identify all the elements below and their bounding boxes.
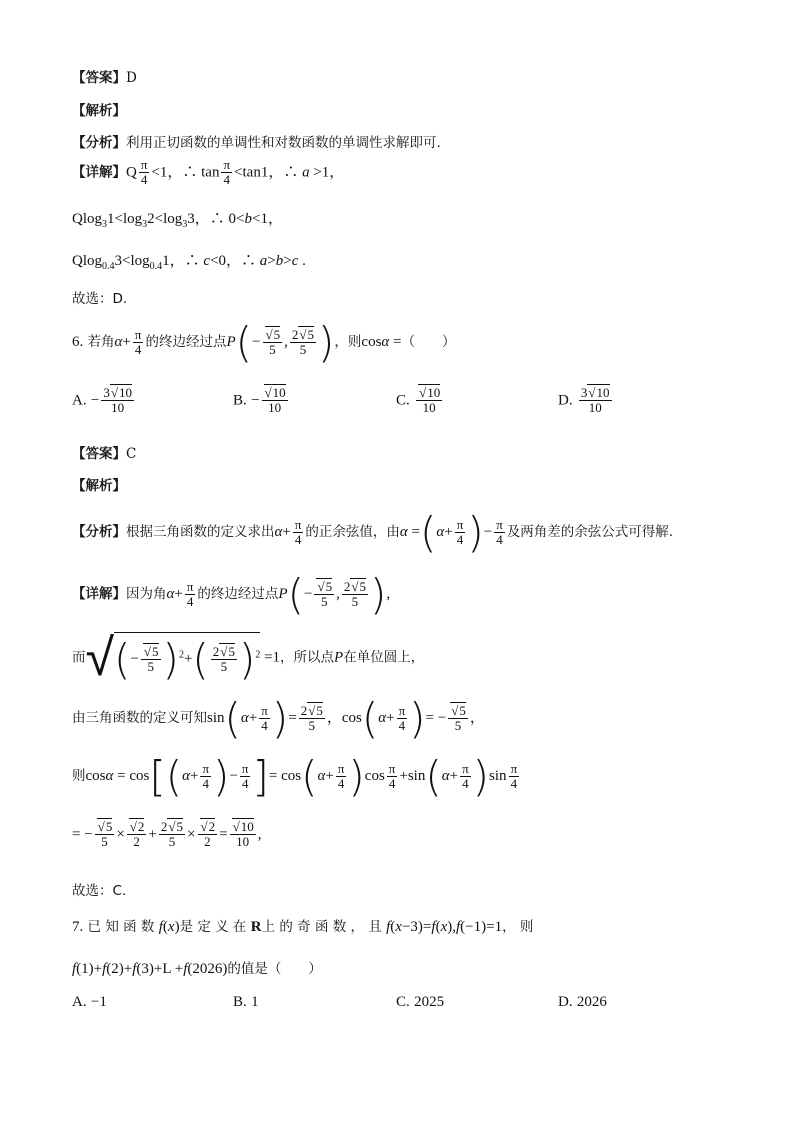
q7-option-c <box>396 994 444 1011</box>
option-label: A. <box>72 994 87 1010</box>
jiexi-tag: 【解析】 <box>72 478 126 494</box>
detail-text: ，所以点 <box>280 649 335 666</box>
fraction: $\frac{\pi}{4}$ <box>223 157 231 188</box>
option-radicand: √ 10 <box>418 384 440 400</box>
q6-detail-line-1: 【详解】因为角α+ $\frac{\pi}{4}$ 的终边经过点P(− √ $\frac{5}{5}$ , $\frac{2 √ 5}{5}$ ), <box>72 570 390 619</box>
option-value: −1 <box>90 994 107 1010</box>
option-label: B. <box>233 994 247 1010</box>
q6-option-a <box>72 386 136 416</box>
answer-tag: 【答案】 <box>72 446 126 462</box>
answer-tag: 【答案】 <box>72 70 126 86</box>
q6-option-d <box>558 386 614 416</box>
q5-detail-line-1: 【详解】Q $\frac{\pi}{4}$ <1，∴ tan $\frac{\pi}{4}$ <tan1，∴ a >1， <box>72 157 345 188</box>
fenxi-tag: 【分析】 <box>72 135 126 151</box>
q5-conclusion <box>72 287 127 307</box>
option-value: 2026 <box>576 994 607 1010</box>
q6-fenxi: 【分析】根据三角函数的定义求出α+ $\frac{\pi}{4}$ 的正余弦值，由α =(α+ $\frac{\pi}{4}$ )− $\frac{\pi}{4}$ 及两角差的余弦公式可得解. <box>72 508 674 557</box>
fenxi-text: 及两角差的余弦公式可得解. <box>506 524 674 540</box>
option-coef: 3 <box>580 385 588 400</box>
answer-value: D <box>126 70 137 86</box>
q7-stem-line-1: 7. 已 知 函 数 f(x)是 定 义 在 R上 的 奇 函 数 ， 且 f(x−3)=f(x),f(−1)=1， 则 <box>72 919 534 935</box>
q5-detail-line-3: $Qlog_{0.4}3<\log_{0.4}1$，∴ c<0，∴ a>b>c . <box>72 253 306 272</box>
stem-text: 是 定 义 在 <box>179 919 247 935</box>
stem-text: ， 则 <box>502 919 534 935</box>
stem-text: 已 知 函 数 <box>87 919 155 935</box>
xiangjie-tag: 【详解】 <box>72 164 126 181</box>
answer-blank: （ ） <box>401 334 456 350</box>
conclusion-text: 故选：D. <box>72 291 128 307</box>
q6-detail-line-3: 由三角函数的定义可知sin(α+ $\frac{\pi}{4}$ )= $\frac{2 √ 5}{5}$ ，cos(α+ $\frac{\pi}{4}$ )= − √ $\frac{5}{5}$ ， <box>72 694 485 743</box>
stem-text: 上 的 奇 函 数 ， 且 <box>261 919 382 935</box>
option-label: C. <box>396 392 410 409</box>
fenxi-text: 利用正切函数的单调性和对数函数的单调性求解即可. <box>126 135 441 151</box>
detail-text: 因为角 <box>126 586 167 602</box>
conclusion-text: 故选：C. <box>72 883 127 899</box>
q7-option-a <box>72 994 107 1011</box>
xiangjie-tag: 【详解】 <box>72 586 126 602</box>
option-den: 10 <box>422 400 436 416</box>
option-label: D. <box>558 392 573 409</box>
q5-jiexi <box>72 99 126 119</box>
stem-text: 的终边经过点 <box>145 334 227 350</box>
option-coef: 3 <box>103 385 110 400</box>
option-radicand: √ 10 <box>264 384 286 400</box>
option-value: 1 <box>251 994 259 1010</box>
q6-option-b <box>233 386 290 416</box>
option-sign: − <box>251 392 260 409</box>
q6-answer-line <box>72 442 136 462</box>
q6-jiexi <box>72 474 126 494</box>
option-den: 10 <box>588 400 602 416</box>
q5-detail-line-2: $Qlog_31<\log_32<\log_33$，∴ 0<b<1， <box>72 211 283 230</box>
option-label: B. <box>233 392 247 409</box>
question-number: 6. <box>72 334 84 350</box>
stem-text: ，则 <box>334 334 362 350</box>
q6-detail-line-2: 而√(− √ $\frac{5}{5}$ )$^2$+( $\frac{2 √ 5}{5}$ )$^2$ =1，所以点P在单位圆上， <box>72 628 424 688</box>
q5-fenxi <box>72 131 441 151</box>
detail-text: 在单位圆上， <box>343 649 425 666</box>
q6-stem: 6. 若角α+ $\frac{\pi}{4}$ 的终边经过点P(− √ $\frac{5}{5}$ , $\frac{2 √ 5}{5}$ )，则cosα =（ ） <box>72 318 456 367</box>
option-radicand: √ 10 <box>587 384 609 400</box>
option-label: D. <box>558 994 573 1010</box>
question-number: 7. <box>72 919 84 935</box>
option-label: A. <box>72 392 87 409</box>
fenxi-text: 的正余弦值，由 <box>305 524 400 540</box>
detail-text: 的终边经过点 <box>197 586 279 602</box>
answer-value: C <box>126 446 137 462</box>
option-den: 10 <box>111 400 125 416</box>
option-radicand: √ 10 <box>110 384 132 400</box>
q6-option-c <box>396 386 444 416</box>
q6-detail-line-4: 则cosα = cos[(α+ $\frac{\pi}{4}$ )− $\frac{\pi}{4}$ ]= cos(α+ $\frac{\pi}{4}$ )cos $\frac{\pi}{4}$ +sin(α+ $\frac{\pi}{4}$ )sin $\frac{\pi}{4}$ <box>72 752 518 801</box>
detail-text: 由三角函数的定义可知 <box>72 710 207 726</box>
option-value: 2025 <box>414 994 445 1010</box>
q6-conclusion <box>72 879 126 899</box>
option-label: C. <box>396 994 410 1010</box>
option-sign: − <box>90 392 100 409</box>
stem-text: 若角 <box>87 334 115 350</box>
fenxi-tag: 【分析】 <box>72 524 126 540</box>
jiexi-tag: 【解析】 <box>72 103 126 119</box>
q7-option-b <box>233 994 259 1011</box>
stem-text: 的值是（ ） <box>227 961 322 977</box>
q6-detail-line-5: = − √ $\frac{5}{5}$ × √ $\frac{2}{2}$ + $\frac{2 √ 5}{5}$ × √ $\frac{2}{2}$ = √ $\frac{10}{10}$ , <box>72 820 262 850</box>
detail-text: 而 <box>72 649 86 666</box>
option-den: 10 <box>268 400 282 416</box>
detail-text: 则 <box>72 768 86 784</box>
fraction: $\frac{\pi}{4}$ <box>140 157 148 188</box>
q7-option-d <box>558 994 607 1011</box>
q7-stem-line-2: f(1)+f(2)+f(3)+L +f(2026)的值是（ ） <box>72 961 322 977</box>
q5-answer-line <box>72 66 137 86</box>
fenxi-text: 根据三角函数的定义求出 <box>126 524 275 540</box>
